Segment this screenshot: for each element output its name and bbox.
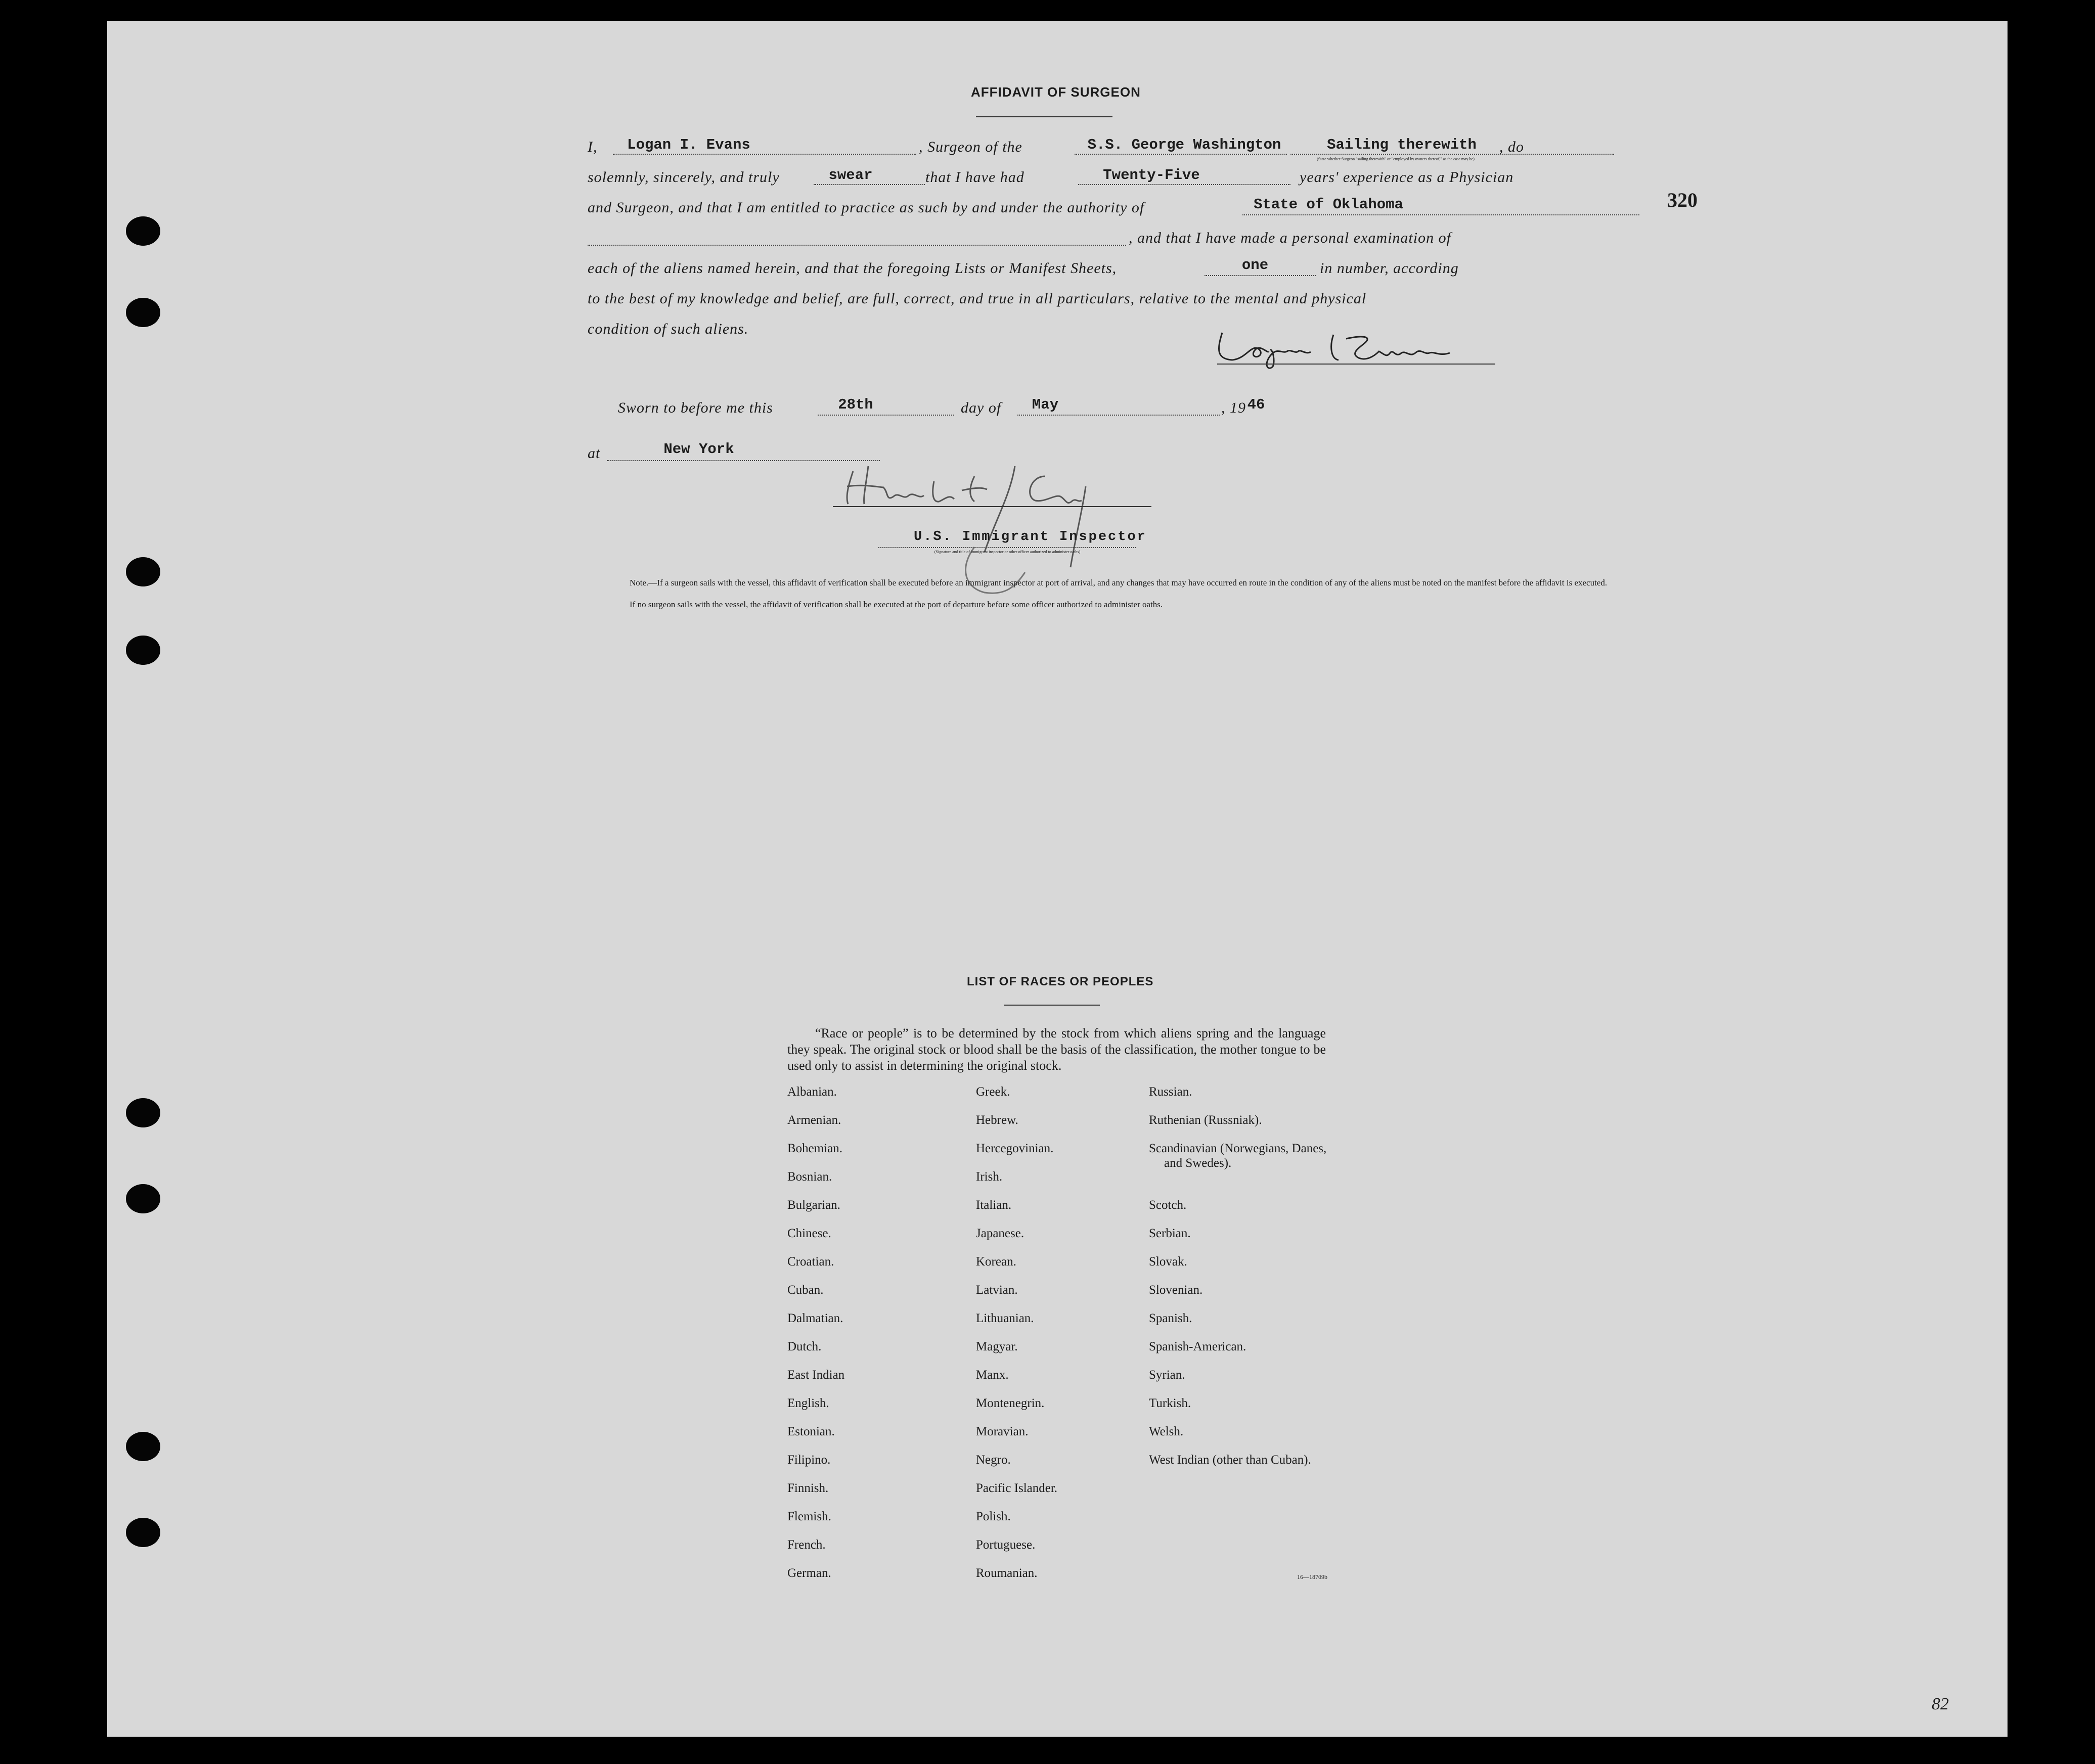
race-item: Japanese.	[976, 1227, 1024, 1240]
punch-hole	[126, 1518, 160, 1547]
oath-field: swear	[828, 167, 873, 184]
authority-dots	[1242, 214, 1639, 215]
vessel-dots	[1075, 154, 1287, 155]
at-place-field: New York	[663, 441, 734, 458]
sworn-day-field: 28th	[838, 396, 873, 413]
race-item: Ruthenian (Russniak).	[1149, 1113, 1262, 1127]
relationship-dots	[1290, 154, 1614, 155]
race-item: Albanian.	[787, 1085, 837, 1099]
race-item: Negro.	[976, 1453, 1011, 1467]
race-item: German.	[787, 1566, 831, 1580]
race-item: Polish.	[976, 1510, 1011, 1523]
inspector-title-dots	[878, 547, 1136, 548]
surgeon-name-dots	[613, 154, 916, 155]
race-item: Moravian.	[976, 1425, 1029, 1438]
relationship-note: (State whether Surgeon "sailing therewith" or "employed by owners thereof," as the case may be)	[1317, 157, 1475, 161]
punch-hole	[126, 1098, 160, 1127]
affidavit-title: AFFIDAVIT OF SURGEON	[971, 84, 1141, 100]
page-number: 320	[1667, 189, 1698, 211]
race-item: East Indian	[787, 1368, 845, 1382]
race-item: Croatian.	[787, 1255, 834, 1269]
relationship-field: Sailing therewith	[1327, 137, 1477, 153]
race-item: Turkish.	[1149, 1396, 1191, 1410]
race-item: Cuban.	[787, 1283, 824, 1297]
race-item: West Indian (other than Cuban).	[1149, 1453, 1311, 1467]
race-item: Montenegrin.	[976, 1396, 1045, 1410]
race-item: Portuguese.	[976, 1538, 1036, 1552]
race-item: Latvian.	[976, 1283, 1018, 1297]
line1-surgeon-of: , Surgeon of the	[919, 139, 1022, 155]
race-item: Armenian.	[787, 1113, 841, 1127]
corner-mark: 82	[1932, 1695, 1949, 1713]
race-item: Welsh.	[1149, 1425, 1184, 1438]
race-item: Magyar.	[976, 1340, 1018, 1353]
race-item: Lithuanian.	[976, 1311, 1034, 1325]
authority-field: State of Oklahoma	[1254, 196, 1403, 213]
races-title-underline	[1004, 1005, 1100, 1006]
races-title: LIST OF RACES OR PEOPLES	[967, 975, 1154, 988]
race-item: Korean.	[976, 1255, 1016, 1269]
race-item: Serbian.	[1149, 1227, 1191, 1240]
sworn-month-dots	[1017, 415, 1220, 416]
race-item: Filipino.	[787, 1453, 831, 1467]
punch-hole	[126, 1184, 160, 1213]
document-page	[107, 21, 2008, 1737]
race-item: Bosnian.	[787, 1170, 832, 1184]
race-item: Scandinavian (Norwegians, Danes, and Swedes).	[1149, 1142, 1327, 1170]
race-item: Flemish.	[787, 1510, 831, 1523]
note-line1: Note.—If a surgeon sails with the vessel, this affidavit of verification shall be executed before an immigrant inspector at port of arrival, and any changes that may have occurred en route in the condition of any of the aliens must be noted on the manifest before the affidavit is executed.	[630, 578, 1608, 587]
punch-hole	[126, 216, 160, 246]
race-item: Spanish-American.	[1149, 1340, 1246, 1353]
race-item: Scotch.	[1149, 1198, 1187, 1212]
race-item: Estonian.	[787, 1425, 835, 1438]
line3-text: and Surgeon, and that I am entitled to practice as such by and under the authority of	[588, 199, 1145, 216]
line6-text: to the best of my knowledge and belief, are full, correct, and true in all particulars, relative to the mental and physical	[588, 290, 1367, 307]
sworn-day-dots	[818, 415, 954, 416]
sworn-year-field: 46	[1247, 396, 1265, 413]
line2-suffix: years' experience as a Physician	[1300, 169, 1514, 186]
surgeon-signature	[1212, 324, 1495, 369]
line2-middle: that I have had	[925, 169, 1024, 186]
note-line2: If no surgeon sails with the vessel, the affidavit of verification shall be executed at the port of departure before some officer authorized to administer oaths.	[630, 600, 1163, 609]
races-intro: “Race or people” is to be determined by the stock from which aliens spring and the language they speak. The original stock or blood shall be the basis of the classification, the mother tongue to be used only to assist in determining the original stock.	[787, 1026, 1326, 1073]
line7-text: condition of such aliens.	[588, 321, 749, 337]
sworn-day-of: day of	[961, 399, 1002, 416]
race-item: Chinese.	[787, 1227, 831, 1240]
line1-prefix: I,	[588, 139, 598, 155]
race-item: Slovenian.	[1149, 1283, 1203, 1297]
race-item: English.	[787, 1396, 829, 1410]
race-item: French.	[787, 1538, 826, 1552]
race-item: Dalmatian.	[787, 1311, 843, 1325]
race-item: Syrian.	[1149, 1368, 1185, 1382]
race-item: Bulgarian.	[787, 1198, 840, 1212]
authority-continuation-dots	[588, 245, 1126, 246]
title-underline	[976, 116, 1112, 117]
years-field: Twenty-Five	[1103, 167, 1200, 184]
race-item: Irish.	[976, 1170, 1003, 1184]
punch-hole	[126, 557, 160, 586]
race-item: Pacific Islander.	[976, 1481, 1058, 1495]
line1-suffix: , do	[1499, 139, 1524, 155]
race-item: Finnish.	[787, 1481, 829, 1495]
line4-text: , and that I have made a personal examination of	[1129, 230, 1451, 246]
race-item: Dutch.	[787, 1340, 822, 1353]
race-item: Hebrew.	[976, 1113, 1018, 1127]
years-dots	[1078, 184, 1290, 185]
at-label: at	[588, 445, 601, 462]
race-item: Bohemian.	[787, 1142, 843, 1155]
inspector-title: U.S. Immigrant Inspector	[914, 529, 1147, 545]
punch-hole	[126, 1432, 160, 1461]
race-item: Hercegovinian.	[976, 1142, 1054, 1155]
race-item: Spanish.	[1149, 1311, 1192, 1325]
race-item: Roumanian.	[976, 1566, 1038, 1580]
race-item: Russian.	[1149, 1085, 1192, 1099]
vessel-field: S.S. George Washington	[1087, 137, 1281, 153]
count-field: one	[1241, 257, 1269, 274]
punch-hole	[126, 298, 160, 327]
race-item: Greek.	[976, 1085, 1010, 1099]
oath-dots	[814, 184, 925, 185]
inspector-caption: (Signature and title of immigrant inspector or other officer authorized to administer oaths)	[934, 550, 1081, 554]
race-item: Manx.	[976, 1368, 1009, 1382]
sworn-month-field: May	[1032, 396, 1059, 413]
count-dots	[1205, 275, 1316, 276]
line5-prefix: each of the aliens named herein, and that the foregoing Lists or Manifest Sheets,	[588, 260, 1117, 277]
inspector-signature	[833, 446, 1167, 668]
line2-prefix: solemnly, sincerely, and truly	[588, 169, 780, 186]
surgeon-name-field: Logan I. Evans	[627, 137, 750, 153]
form-number: 16—18709b	[1297, 1573, 1327, 1580]
race-item: Italian.	[976, 1198, 1012, 1212]
sworn-year-prefix: , 19	[1221, 399, 1246, 416]
race-item: Slovak.	[1149, 1255, 1187, 1269]
punch-hole	[126, 636, 160, 665]
sworn-prefix: Sworn to before me this	[618, 399, 773, 416]
line5-suffix: in number, according	[1320, 260, 1459, 277]
